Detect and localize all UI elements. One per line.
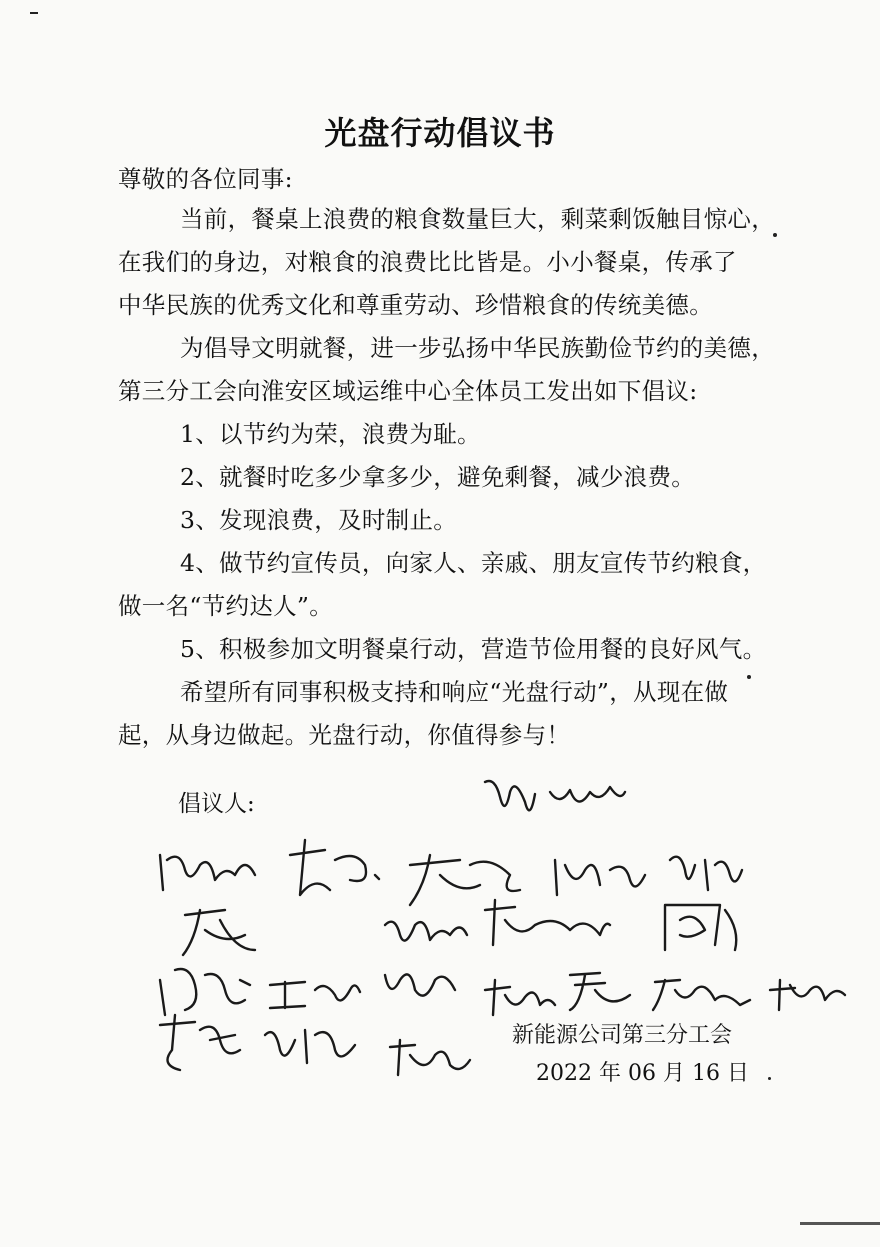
closing-line1: 希望所有同事积极支持和响应“光盘行动”，从现在做	[180, 678, 729, 706]
list-item: 2、就餐时吃多少拿多少，避免剩餐，减少浪费。	[180, 463, 696, 491]
signature	[255, 1015, 365, 1070]
scan-artifact	[773, 233, 777, 237]
list-item: 5、积极参加文明餐桌行动，营造节俭用餐的良好风气。	[180, 635, 767, 663]
signature	[480, 975, 560, 1020]
signature	[175, 900, 265, 960]
scan-artifact	[30, 12, 38, 14]
signature	[560, 965, 640, 1015]
signature	[150, 1010, 250, 1075]
document-date: 2022 年 06 月 16 日	[536, 1061, 749, 1086]
paragraph2-line2: 第三分工会向淮安区域运维中心全体员工发出如下倡议:	[118, 377, 698, 405]
signature-lead	[480, 772, 630, 832]
scan-artifact	[747, 675, 751, 679]
list-item: 1、以节约为荣，浪费为耻。	[180, 420, 481, 448]
list-item: 4、做节约宣传员，向家人、亲戚、朋友宣传节约粮食，	[180, 549, 767, 577]
signature	[265, 970, 365, 1015]
signature	[380, 1035, 480, 1085]
signature	[155, 845, 265, 900]
signature	[375, 905, 475, 955]
initiator-label: 倡议人:	[178, 791, 255, 817]
paragraph1-line3: 中华民族的优秀文化和尊重劳动、珍惜粮食的传统美德。	[118, 291, 713, 319]
scan-artifact	[800, 1222, 880, 1225]
signature	[765, 970, 855, 1015]
salutation: 尊敬的各位同事:	[118, 165, 293, 193]
signature	[475, 895, 615, 955]
paragraph1-line1: 当前，餐桌上浪费的粮食数量巨大，剩菜剩饭触目惊心，	[180, 205, 775, 233]
paragraph1-line2: 在我们的身边，对粮食的浪费比比皆是。小小餐桌，传承了	[118, 248, 737, 276]
signature	[275, 835, 395, 905]
scan-artifact	[768, 1077, 771, 1080]
list-item-continuation: 做一名“节约达人”。	[118, 592, 334, 620]
document-title: 光盘行动倡议书	[324, 114, 556, 152]
signature	[650, 890, 750, 960]
paragraph2-line1: 为倡导文明就餐，进一步弘扬中华民族勤俭节约的美德，	[180, 334, 775, 362]
organization-name: 新能源公司第三分工会	[512, 1023, 733, 1048]
signature	[375, 960, 465, 1010]
list-item: 3、发现浪费，及时制止。	[180, 506, 458, 534]
signature	[645, 970, 755, 1015]
closing-line2: 起，从身边做起。光盘行动，你值得参与！	[118, 721, 571, 749]
